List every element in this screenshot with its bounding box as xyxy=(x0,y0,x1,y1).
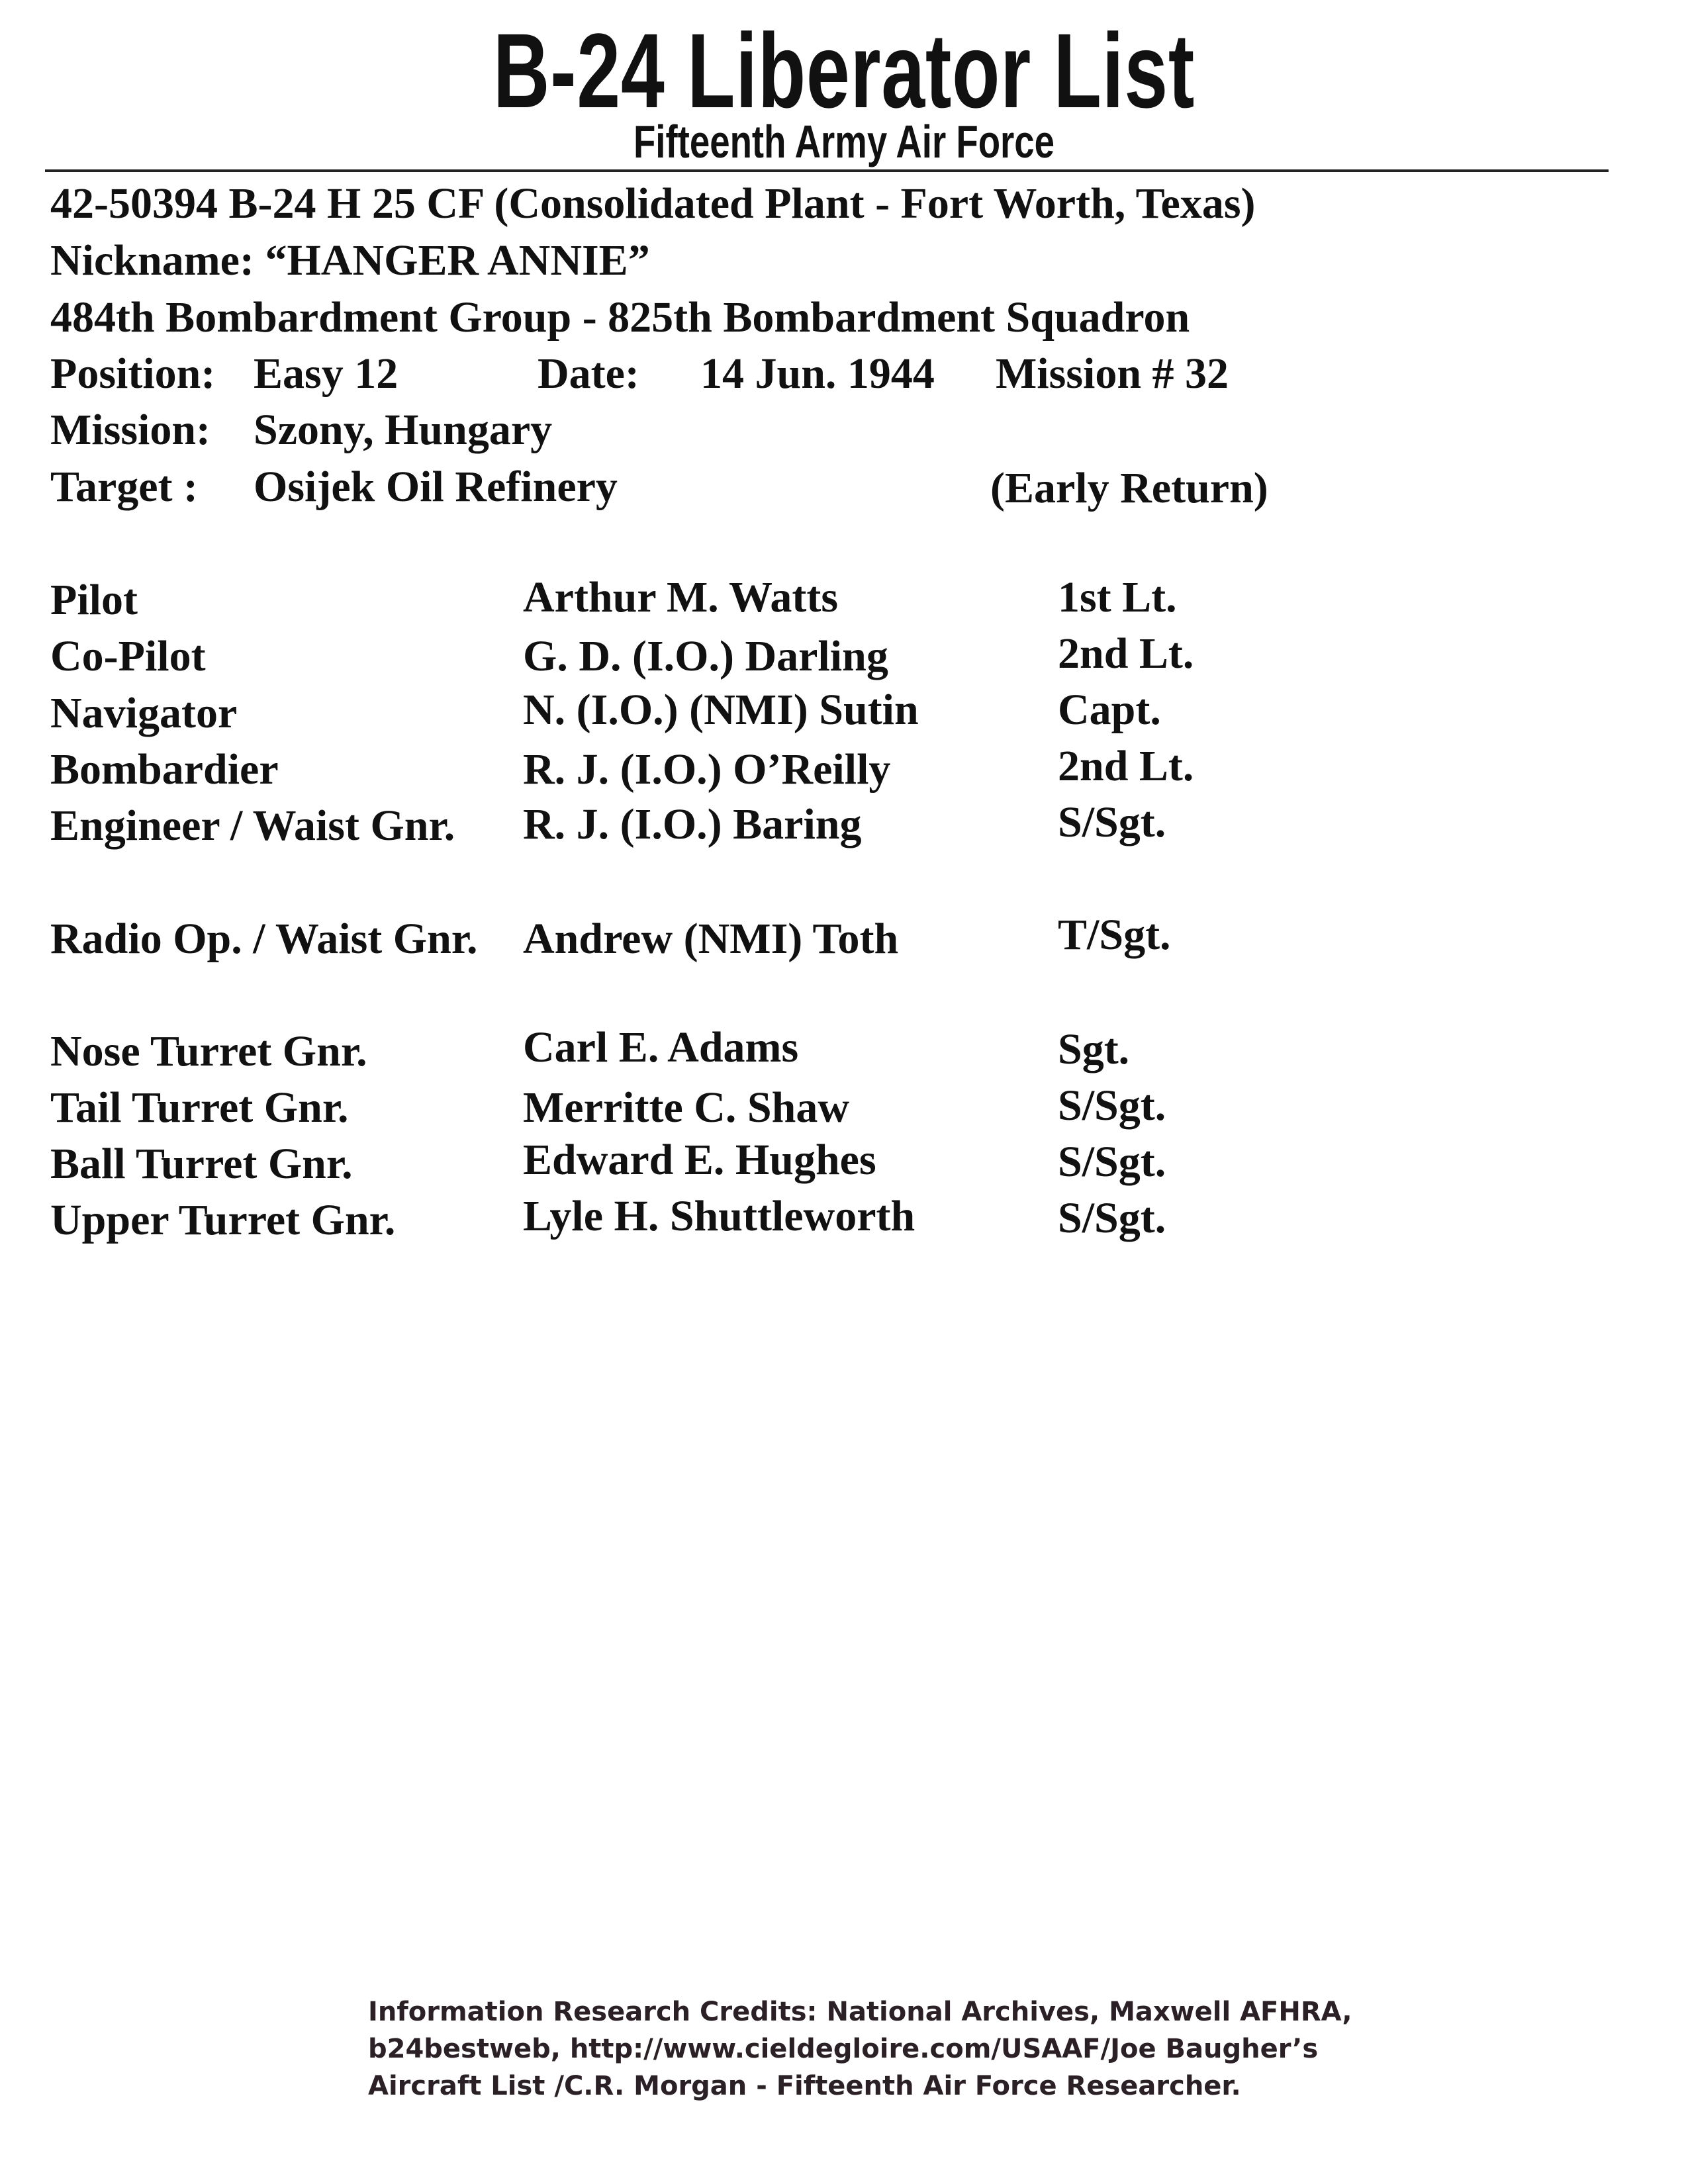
crew-name: Merritte C. Shaw xyxy=(523,1083,850,1132)
mission-status: (Early Return) xyxy=(990,464,1268,512)
target-label: Target : xyxy=(50,463,199,511)
crew-name: N. (I.O.) (NMI) Sutin xyxy=(523,686,919,734)
crew-role: Ball Turret Gnr. xyxy=(50,1140,353,1188)
crew-rank: S/Sgt. xyxy=(1058,1138,1166,1186)
date-value: 14 Jun. 1944 xyxy=(700,349,935,398)
crew-role: Upper Turret Gnr. xyxy=(50,1196,396,1244)
crew-rank: Capt. xyxy=(1058,686,1161,734)
crew-role: Navigator xyxy=(50,689,238,737)
crew-name: Andrew (NMI) Toth xyxy=(523,915,899,963)
research-credits: Information Research Credits: National Archives, Maxwell AFHRA, b24bestweb, http://www.cieldegloire.com/USAAF/Joe Baugher’s Aircraft List /C.R. Morgan - Fifteenth Air Force Researcher. xyxy=(368,1997,1352,2101)
header-divider xyxy=(45,169,1609,172)
crew-name: R. J. (I.O.) O’Reilly xyxy=(523,745,891,794)
crew-role: Co-Pilot xyxy=(50,632,206,680)
aircraft-designation: 42-50394 B-24 H 25 CF (Consolidated Plant - Fort Worth, Texas) xyxy=(50,179,1256,228)
aircraft-unit: 484th Bombardment Group - 825th Bombardment Squadron xyxy=(50,293,1190,341)
crew-name: G. D. (I.O.) Darling xyxy=(523,632,888,680)
mission-label: Mission: xyxy=(50,406,211,454)
crew-role: Radio Op. / Waist Gnr. xyxy=(50,915,478,963)
aircraft-nickname: Nickname: “HANGER ANNIE” xyxy=(50,236,650,285)
target-value: Osijek Oil Refinery xyxy=(254,463,618,511)
mission-value: Szony, Hungary xyxy=(254,406,553,454)
crew-rank: 2nd Lt. xyxy=(1058,629,1194,678)
crew-name: Arthur M. Watts xyxy=(523,573,839,621)
crew-rank: S/Sgt. xyxy=(1058,1194,1166,1242)
crew-role: Nose Turret Gnr. xyxy=(50,1027,367,1075)
crew-name: Carl E. Adams xyxy=(523,1023,799,1071)
crew-name: R. J. (I.O.) Baring xyxy=(523,800,862,848)
mission-number: Mission # 32 xyxy=(996,349,1229,398)
crew-role: Bombardier xyxy=(50,745,279,794)
crew-role: Engineer / Waist Gnr. xyxy=(50,801,455,850)
crew-rank: 1st Lt. xyxy=(1058,573,1177,621)
page-title: B-24 Liberator List xyxy=(492,11,1196,130)
page-subtitle: Fifteenth Army Air Force xyxy=(633,116,1055,167)
crew-role: Tail Turret Gnr. xyxy=(50,1083,349,1132)
crew-rank: Sgt. xyxy=(1058,1025,1130,1073)
position-value: Easy 12 xyxy=(254,349,399,398)
crew-rank: S/Sgt. xyxy=(1058,798,1166,846)
crew-name: Lyle H. Shuttleworth xyxy=(523,1192,915,1240)
crew-rank: 2nd Lt. xyxy=(1058,742,1194,790)
date-label: Date: xyxy=(538,349,639,398)
crew-name: Edward E. Hughes xyxy=(523,1136,876,1184)
position-label: Position: xyxy=(50,349,216,398)
crew-rank: T/Sgt. xyxy=(1058,911,1171,959)
crew-role: Pilot xyxy=(50,576,138,624)
crew-rank: S/Sgt. xyxy=(1058,1081,1166,1130)
